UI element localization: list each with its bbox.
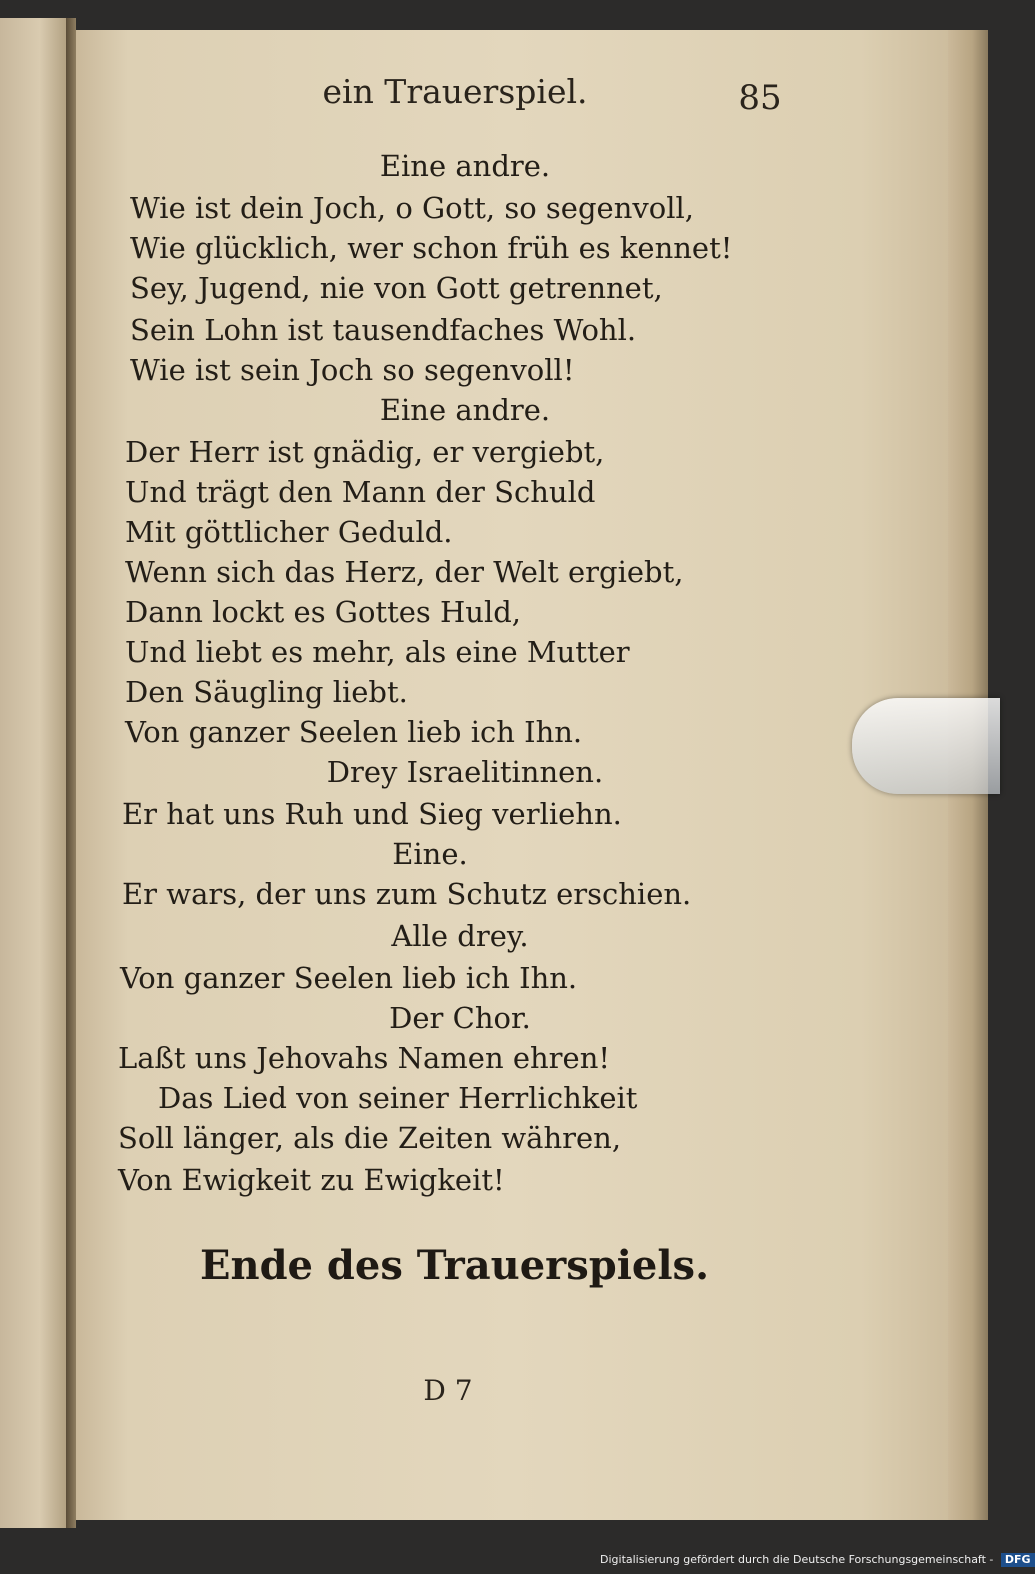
verse-line: Von ganzer Seelen lieb ich Ihn.: [125, 715, 583, 749]
verse-line: Von ganzer Seelen lieb ich Ihn.: [120, 961, 578, 995]
verse-line: Den Säugling liebt.: [125, 675, 408, 709]
verse-line: Von Ewigkeit zu Ewigkeit!: [118, 1163, 505, 1197]
verse-line: Und trägt den Mann der Schuld: [125, 475, 596, 509]
verse-line: Und liebt es mehr, als eine Mutter: [125, 635, 630, 669]
verse-line: Laßt uns Jehovahs Namen ehren!: [118, 1041, 611, 1075]
speaker-heading: Drey Israelitinnen.: [326, 755, 604, 789]
verse-line: Sein Lohn ist tausendfaches Wohl.: [130, 313, 637, 347]
verse-line: Wie ist dein Joch, o Gott, so segenvoll,: [130, 191, 694, 225]
page-clip: [852, 698, 1000, 794]
verse-line: Mit göttlicher Geduld.: [125, 515, 453, 549]
speaker-heading: Eine andre.: [379, 393, 551, 427]
speaker-heading: Eine.: [392, 837, 468, 871]
verse-line: Das Lied von seiner Herrlichkeit: [158, 1081, 638, 1115]
verse-line: Dann lockt es Gottes Huld,: [125, 595, 522, 629]
signature-mark: D 7: [423, 1374, 473, 1407]
footer-text: Digitalisierung gefördert durch die Deutsche Forschungsgemeinschaft -: [600, 1553, 994, 1566]
verse-line: Er hat uns Ruh und Sieg verliehn.: [122, 797, 622, 831]
verse-line: Der Herr ist gnädig, er vergiebt,: [125, 435, 605, 469]
verse-line: Soll länger, als die Zeiten währen,: [118, 1121, 622, 1155]
closing-line: Ende des Trauerspiels.: [200, 1242, 710, 1289]
verse-line: Wenn sich das Herz, der Welt ergiebt,: [125, 555, 684, 589]
speaker-heading: Alle drey.: [391, 919, 529, 953]
left-page-edge: [0, 18, 68, 1528]
verse-line: Er wars, der uns zum Schutz erschien.: [122, 877, 692, 911]
page-number: 85: [738, 78, 782, 118]
book-gutter: [66, 18, 76, 1528]
verse-line: Wie ist sein Joch so segenvoll!: [130, 353, 575, 387]
running-head: ein Trauerspiel.: [322, 72, 588, 111]
speaker-heading: Eine andre.: [379, 149, 551, 183]
verse-line: Sey, Jugend, nie von Gott getrennet,: [130, 271, 663, 305]
dfg-logo: DFG: [1001, 1553, 1035, 1567]
verse-line: Wie glücklich, wer schon früh es kennet!: [130, 231, 733, 265]
speaker-heading: Der Chor.: [389, 1001, 531, 1035]
digitization-footer: [600, 1550, 1031, 1570]
